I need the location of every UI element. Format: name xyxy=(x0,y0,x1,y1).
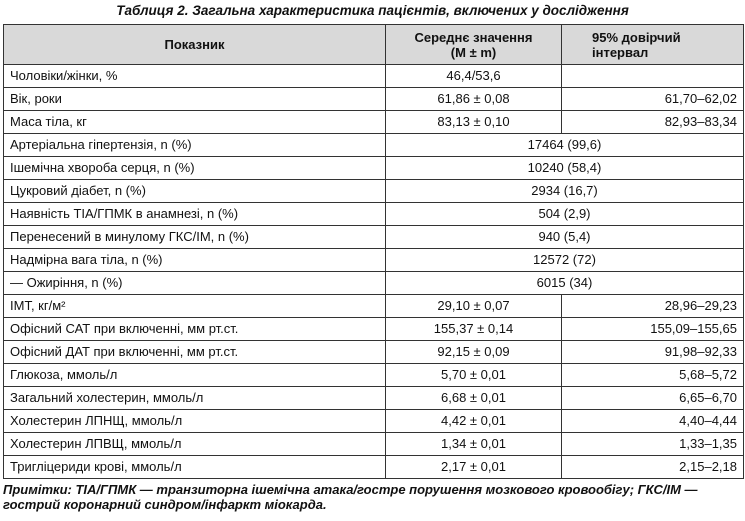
cell-metric: ІМТ, кг/м² xyxy=(4,295,386,318)
cell-ci xyxy=(562,65,744,88)
header-metric: Показник xyxy=(4,25,386,65)
header-mean-line2: (M ± m) xyxy=(450,44,497,60)
header-mean xyxy=(386,25,562,65)
table-body xyxy=(4,65,744,479)
cell-mean: 5,70 ± 0,01 xyxy=(386,364,562,387)
cell-metric: Холестерин ЛПВЩ, ммоль/л xyxy=(4,433,386,456)
table-caption: Таблиця 2. Загальна характеристика пацієнтів, включених у дослідження xyxy=(116,3,629,18)
cell-mean: 46,4/53,6 xyxy=(386,65,562,88)
cell-ci: 2,15–2,18 xyxy=(562,456,744,479)
characteristics-table xyxy=(3,24,744,479)
table-row xyxy=(4,134,744,157)
cell-count-percent: 504 (2,9) xyxy=(386,203,744,226)
table-row xyxy=(4,272,744,295)
table-row xyxy=(4,180,744,203)
table-row xyxy=(4,203,744,226)
table-row xyxy=(4,65,744,88)
cell-count-percent: 940 (5,4) xyxy=(386,226,744,249)
table-row xyxy=(4,157,744,180)
cell-metric: — Ожиріння, n (%) xyxy=(4,272,386,295)
cell-mean: 6,68 ± 0,01 xyxy=(386,387,562,410)
table-row xyxy=(4,88,744,111)
cell-mean: 61,86 ± 0,08 xyxy=(386,88,562,111)
cell-ci: 61,70–62,02 xyxy=(562,88,744,111)
header-ci xyxy=(562,25,744,65)
table-row xyxy=(4,318,744,341)
cell-count-percent: 12572 (72) xyxy=(386,249,744,272)
cell-metric: Вік, роки xyxy=(4,88,386,111)
cell-metric: Маса тіла, кг xyxy=(4,111,386,134)
cell-metric: Надмірна вага тіла, n (%) xyxy=(4,249,386,272)
cell-mean: 92,15 ± 0,09 xyxy=(386,341,562,364)
table-row xyxy=(4,433,744,456)
table-row xyxy=(4,410,744,433)
cell-metric: Цукровий діабет, n (%) xyxy=(4,180,386,203)
cell-mean: 155,37 ± 0,14 xyxy=(386,318,562,341)
cell-metric: Артеріальна гіпертензія, n (%) xyxy=(4,134,386,157)
cell-ci: 28,96–29,23 xyxy=(562,295,744,318)
cell-mean: 2,17 ± 0,01 xyxy=(386,456,562,479)
header-mean-line1: Середнє значення xyxy=(414,29,533,45)
table-row xyxy=(4,364,744,387)
cell-ci: 91,98–92,33 xyxy=(562,341,744,364)
header-ci-line1: 95% довірчий xyxy=(592,29,681,45)
table-row xyxy=(4,387,744,410)
cell-count-percent: 17464 (99,6) xyxy=(386,134,744,157)
table-row xyxy=(4,111,744,134)
header-ci-line2: інтервал xyxy=(592,44,649,60)
cell-metric: Загальний холестерин, ммоль/л xyxy=(4,387,386,410)
cell-mean: 1,34 ± 0,01 xyxy=(386,433,562,456)
cell-ci: 5,68–5,72 xyxy=(562,364,744,387)
cell-mean: 4,42 ± 0,01 xyxy=(386,410,562,433)
cell-mean: 83,13 ± 0,10 xyxy=(386,111,562,134)
cell-ci: 4,40–4,44 xyxy=(562,410,744,433)
cell-metric: Глюкоза, ммоль/л xyxy=(4,364,386,387)
table-row xyxy=(4,249,744,272)
cell-ci: 6,65–6,70 xyxy=(562,387,744,410)
cell-metric: Тригліцериди крові, ммоль/л xyxy=(4,456,386,479)
header-row xyxy=(4,25,744,65)
table-notes: Примітки: ТІА/ГПМК — транзиторна ішемічна атака/гостре порушення мозкового кровообігу; ГКС/ІМ — гострий коронарний синдром/інфаркт міокарда. xyxy=(3,482,698,512)
cell-metric: Холестерин ЛПНЩ, ммоль/л xyxy=(4,410,386,433)
cell-ci: 1,33–1,35 xyxy=(562,433,744,456)
cell-metric: Ішемічна хвороба серця, n (%) xyxy=(4,157,386,180)
cell-metric: Наявність ТІА/ГПМК в анамнезі, n (%) xyxy=(4,203,386,226)
cell-count-percent: 10240 (58,4) xyxy=(386,157,744,180)
table-row xyxy=(4,456,744,479)
cell-count-percent: 2934 (16,7) xyxy=(386,180,744,203)
table-row xyxy=(4,226,744,249)
cell-mean: 29,10 ± 0,07 xyxy=(386,295,562,318)
cell-metric: Перенесений в минулому ГКС/ІМ, n (%) xyxy=(4,226,386,249)
table-row xyxy=(4,295,744,318)
table-row xyxy=(4,341,744,364)
cell-metric: Чоловіки/жінки, % xyxy=(4,65,386,88)
cell-ci: 155,09–155,65 xyxy=(562,318,744,341)
cell-count-percent: 6015 (34) xyxy=(386,272,744,295)
cell-metric: Офісний ДАТ при включенні, мм рт.ст. xyxy=(4,341,386,364)
cell-metric: Офісний САТ при включенні, мм рт.ст. xyxy=(4,318,386,341)
cell-ci: 82,93–83,34 xyxy=(562,111,744,134)
